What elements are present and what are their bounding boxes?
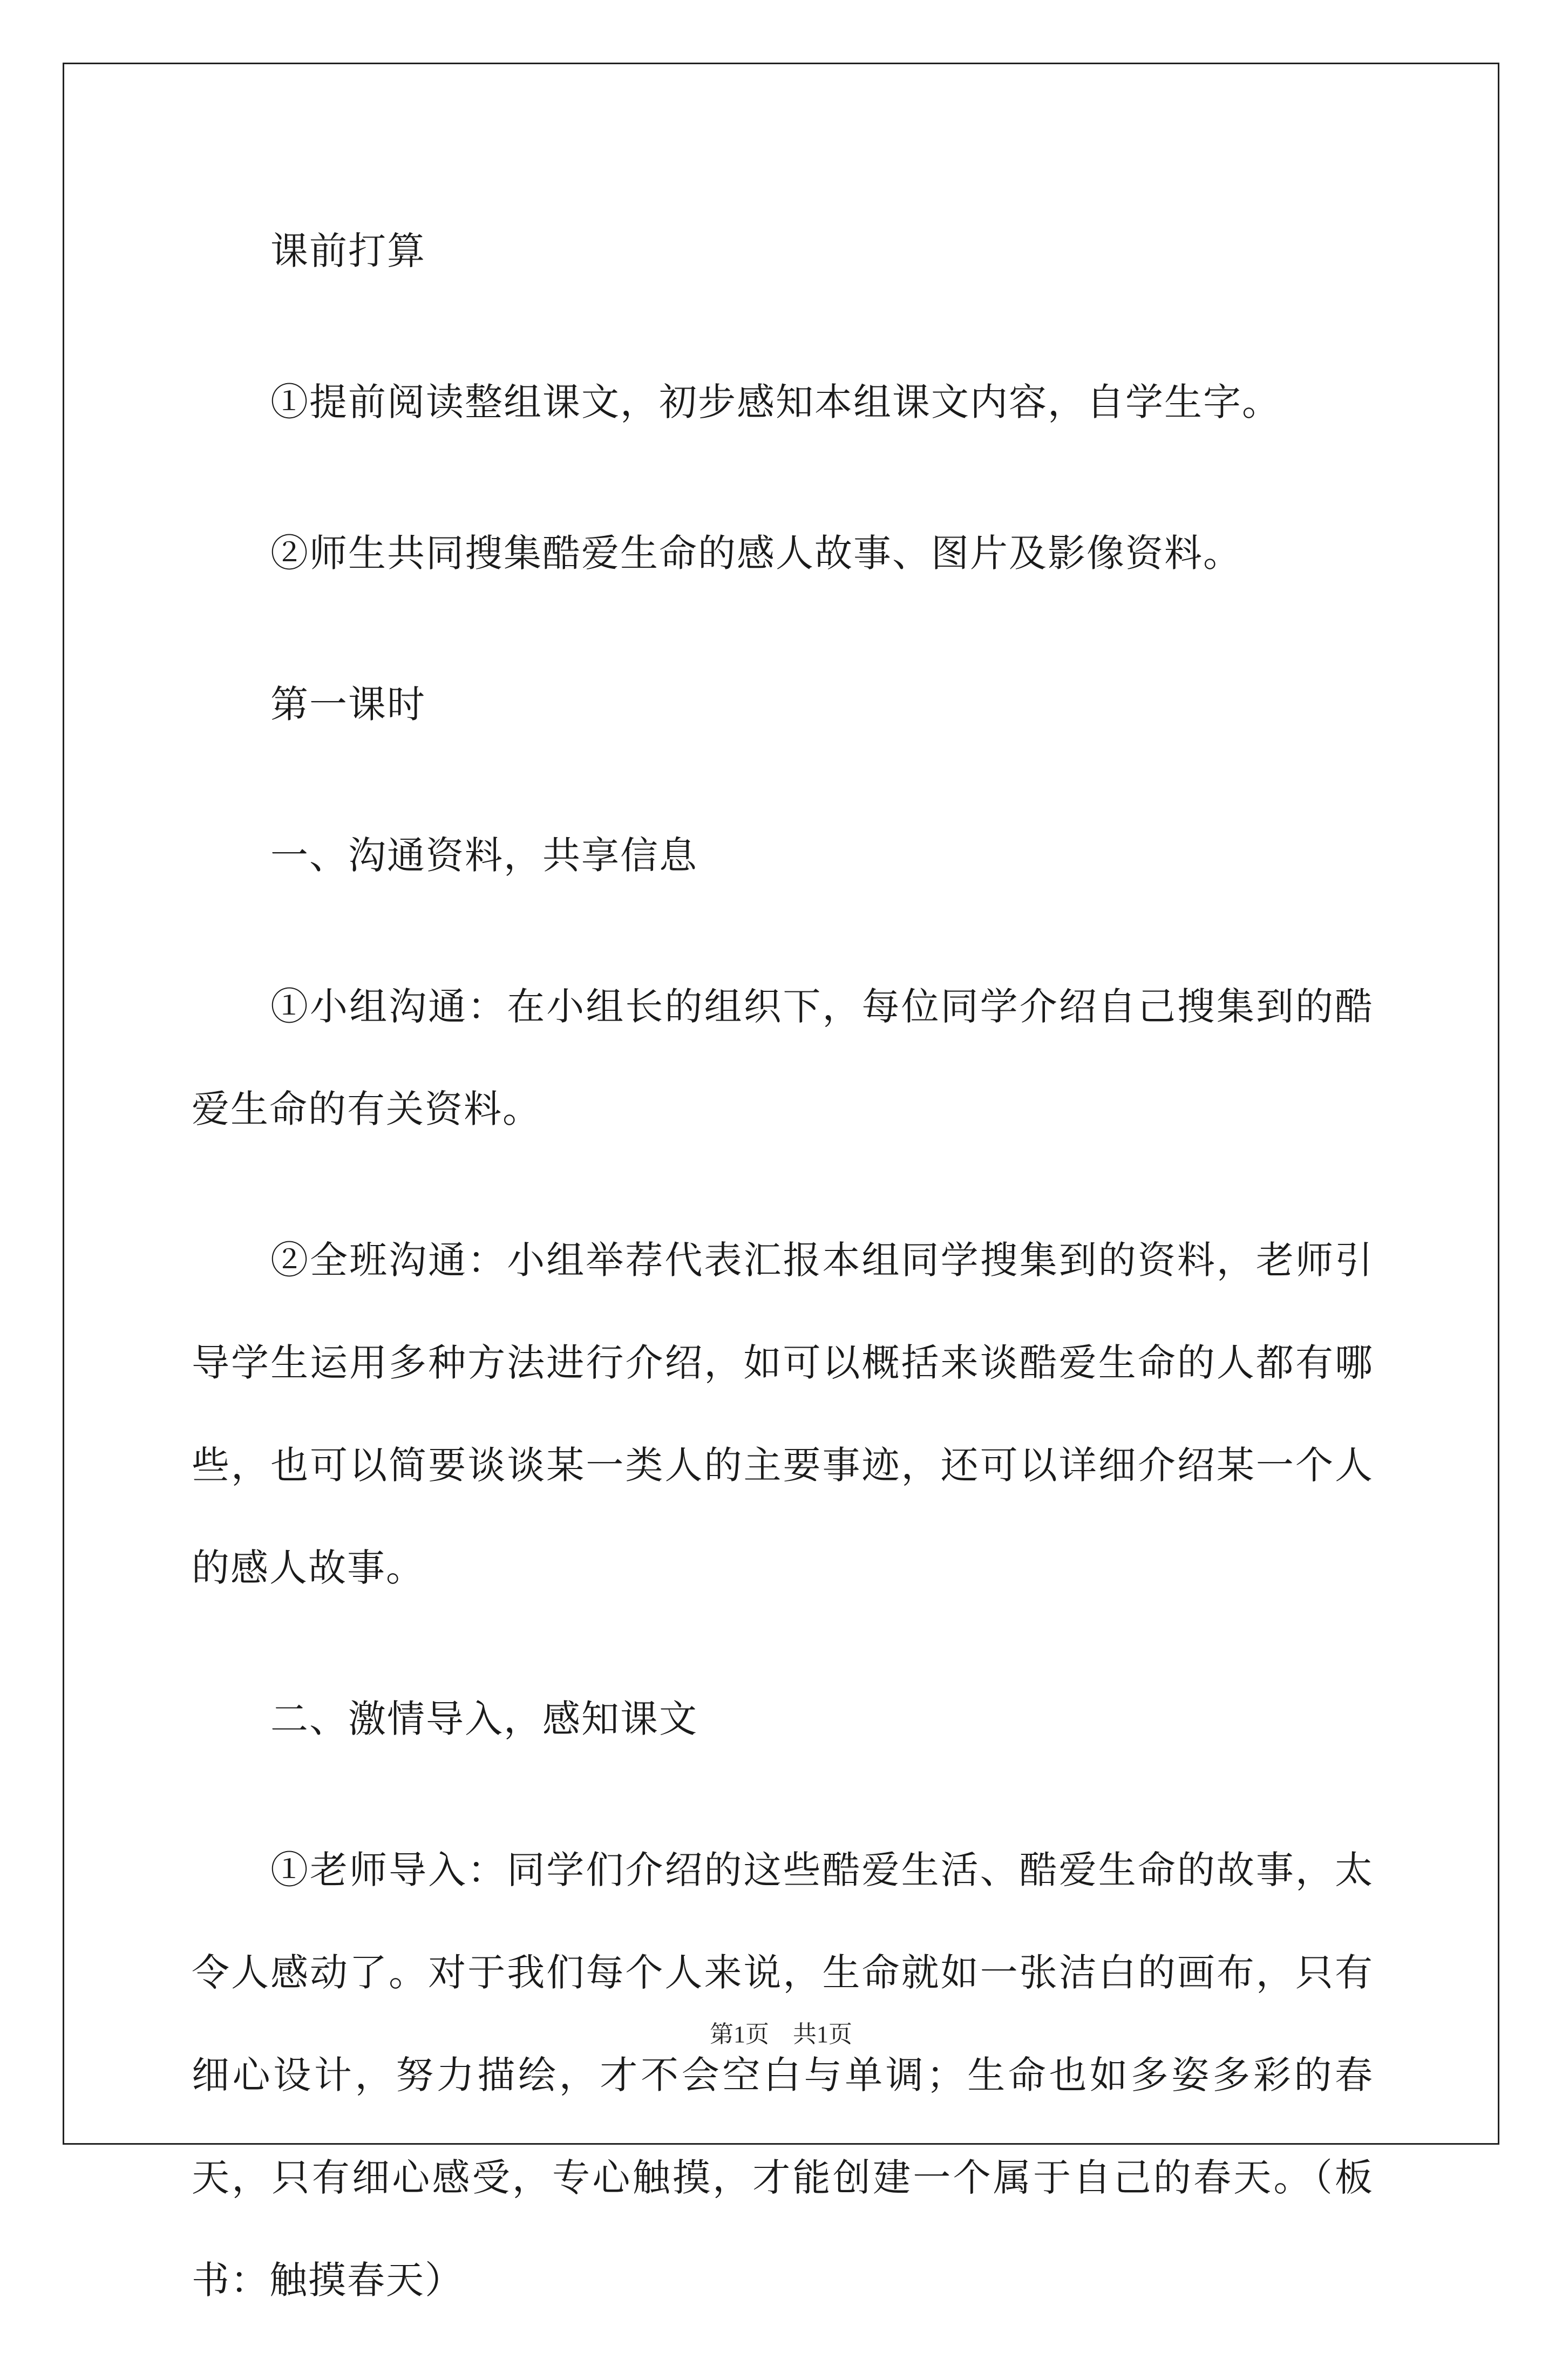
section-heading-share-info: 一、沟通资料，共享信息 [270, 833, 698, 878]
paragraph-group-communication: ①小组沟通：在小组长的组织下，每位同学介绍自己搜集到的酷爱生命的有关资料。 [192, 984, 1374, 1131]
document-body [192, 200, 1374, 2380]
section-heading-preparation: 课前打算 [270, 229, 426, 273]
section-heading-first-lesson: 第一课时 [270, 682, 426, 726]
paragraph-preparation-1: ①提前阅读整组课文，初步感知本组课文内容，自学生字。 [270, 380, 1281, 424]
section-heading-introduction: 二、激情导入，感知课文 [270, 1697, 698, 1741]
paragraph-teacher-introduction: ①老师导入：同学们介绍的这些酷爱生活、酷爱生命的故事，太令人感动了。对于我们每个人来说，生命就如一张洁白的画布，只有细心设计，努力描绘，才不会空白与单调；生命也如多姿多彩的春天，只有细心感受，专心触摸，才能创建一个属于自己的春天。（板书：触摸春天） [192, 1848, 1374, 2302]
paragraph-class-communication: ②全班沟通：小组举荐代表汇报本组同学搜集到的资料，老师引导学生运用多种方法进行介绍，如可以概括来谈酷爱生命的人都有哪些，也可以简要谈谈某一类人的主要事迹，还可以详细介绍某一个人的感人故事。 [192, 1238, 1374, 1590]
paragraph-preparation-2: ②师生共同搜集酷爱生命的感人故事、图片及影像资料。 [270, 531, 1242, 575]
page-number-footer: 第1页 共1页 [710, 2021, 852, 2048]
